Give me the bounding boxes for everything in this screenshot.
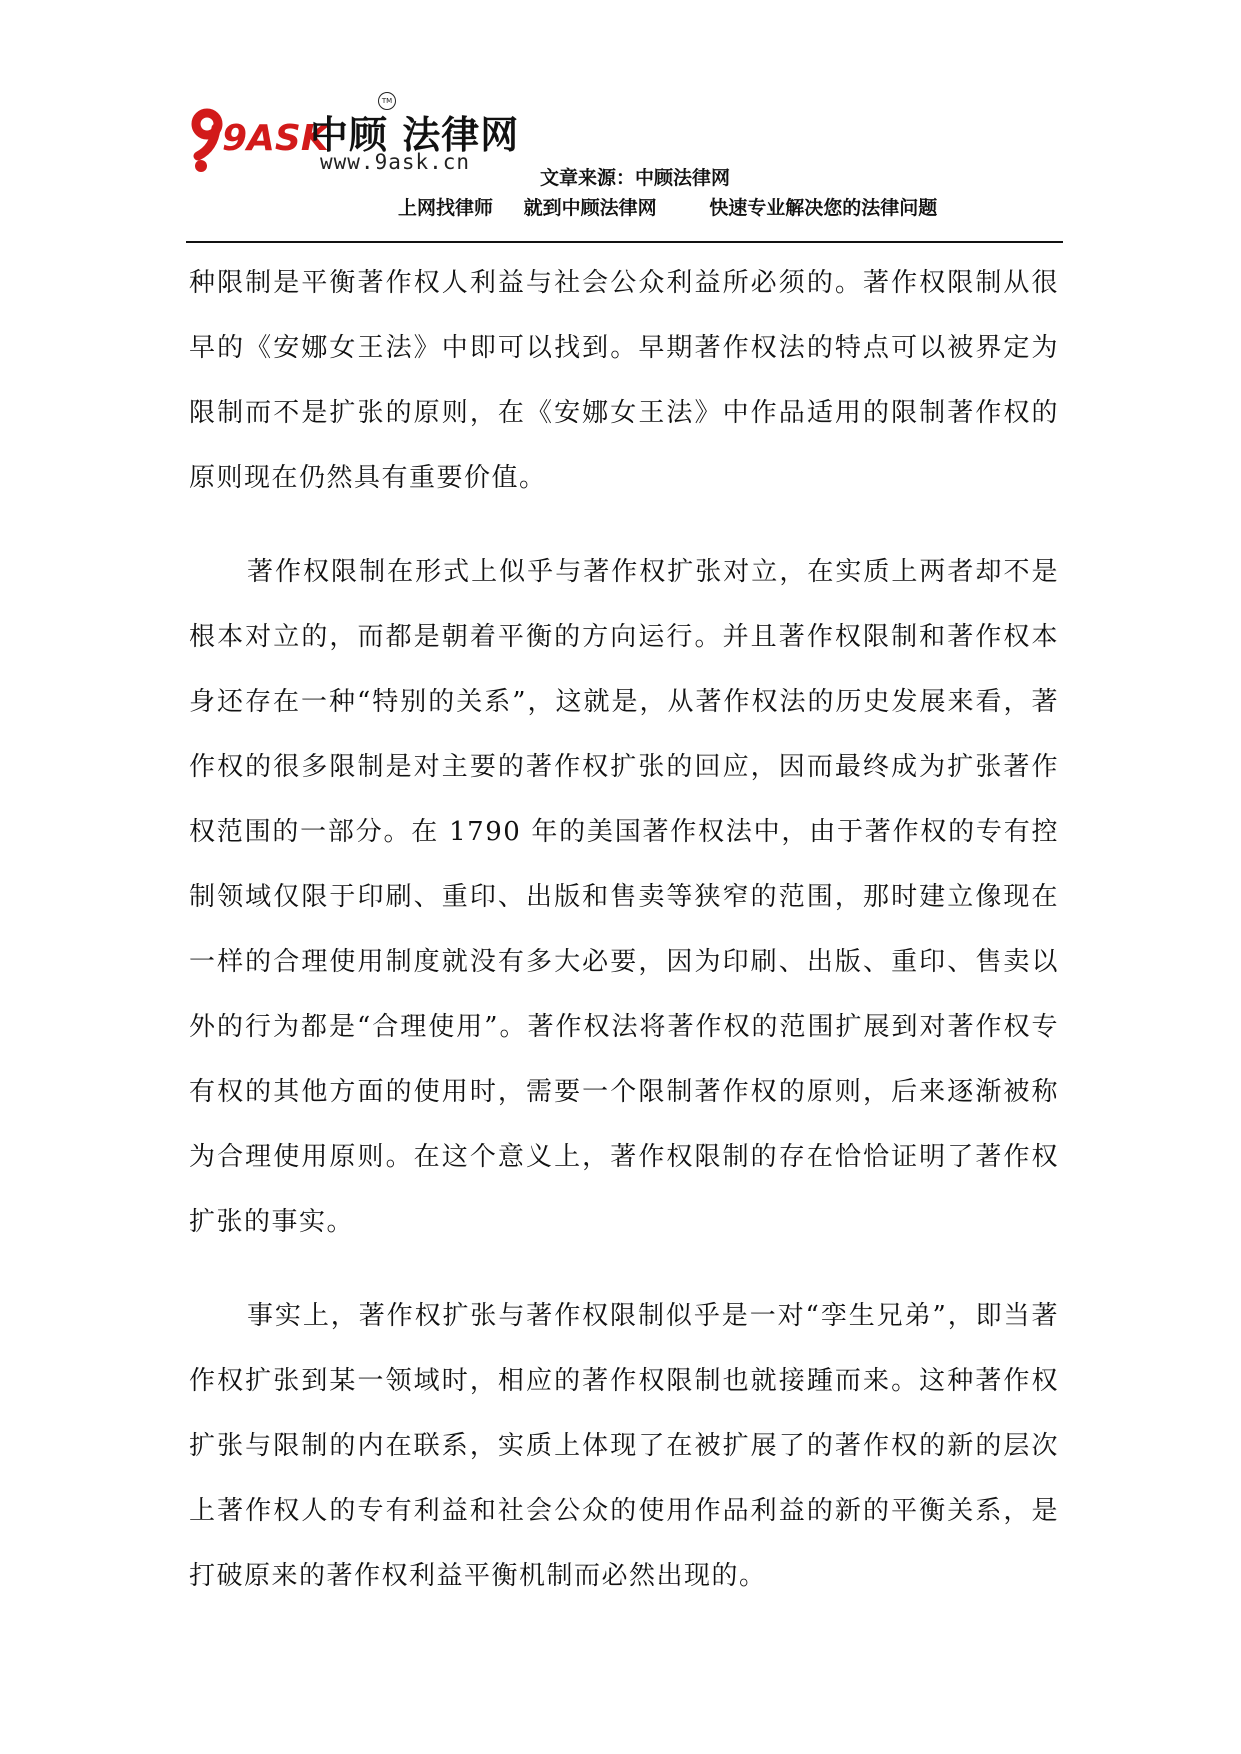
header-divider: [186, 241, 1063, 243]
page-header: [0, 0, 1241, 250]
logo-brand-name: 中顾 法律网: [310, 113, 520, 157]
article-paragraph-2: 著作权限制在形式上似乎与著作权扩张对立，在实质上两者却不是根本对立的，而都是朝着平衡的方向运行。并且著作权限制和著作权本身还存在一种“特别的关系”，这就是，从著作权法的历史发展来看，著作权的很多限制是对主要的著作权扩张的回应，因而最终成为扩张著作权范围的一部分。在 1790 年的美国著作权法中，由于著作权的专有控制领域仅限于印刷、重印、出版和售卖等狭窄的范围，那时建立像现在一样的合理使用制度就没有多大必要，因为印刷、出版、重印、售卖以外的行为都是“合理使用”。著作权法将著作权的范围扩展到对著作权专有权的其他方面的使用时，需要一个限制著作权的原则，后来逐渐被称为合理使用原则。在这个意义上，著作权限制的存在恰恰证明了著作权扩张的事实。: [189, 557, 1059, 1237]
9ask-logo-mark: [188, 104, 329, 174]
slogan-part-2: 就到中顾法律网: [523, 197, 657, 219]
slogan-part-3: 快速专业解决您的法律问题: [709, 197, 938, 219]
article-source: 文章来源：中顾法律网: [540, 167, 731, 189]
slogan-part-1: 上网找律师: [398, 197, 494, 219]
trademark-icon: TM: [378, 92, 396, 110]
header-slogan: [398, 193, 937, 220]
article-paragraph-3: 事实上，著作权扩张与著作权限制似乎是一对“孪生兄弟”，即当著作权扩张到某一领域时，相应的著作权限制也就接踵而来。这种著作权扩张与限制的内在联系，实质上体现了在被扩展了的著作权的新的层次上著作权人的专有利益和社会公众的使用作品利益的新的平衡关系，是打破原来的著作权利益平衡机制而必然出现的。: [189, 1301, 1059, 1591]
article-paragraph-1: 种限制是平衡著作权人利益与社会公众利益所必须的。著作权限制从很早的《安娜女王法》中即可以找到。早期著作权法的特点可以被界定为限制而不是扩张的原则，在《安娜女王法》中作品适用的限制著作权的原则现在仍然具有重要价值。: [189, 268, 1059, 493]
logo-url: www.9ask.cn: [320, 150, 471, 174]
site-logo[interactable]: [188, 92, 518, 182]
logo-mark-text: 9ASK: [222, 118, 329, 159]
article-body: [189, 251, 1059, 1638]
